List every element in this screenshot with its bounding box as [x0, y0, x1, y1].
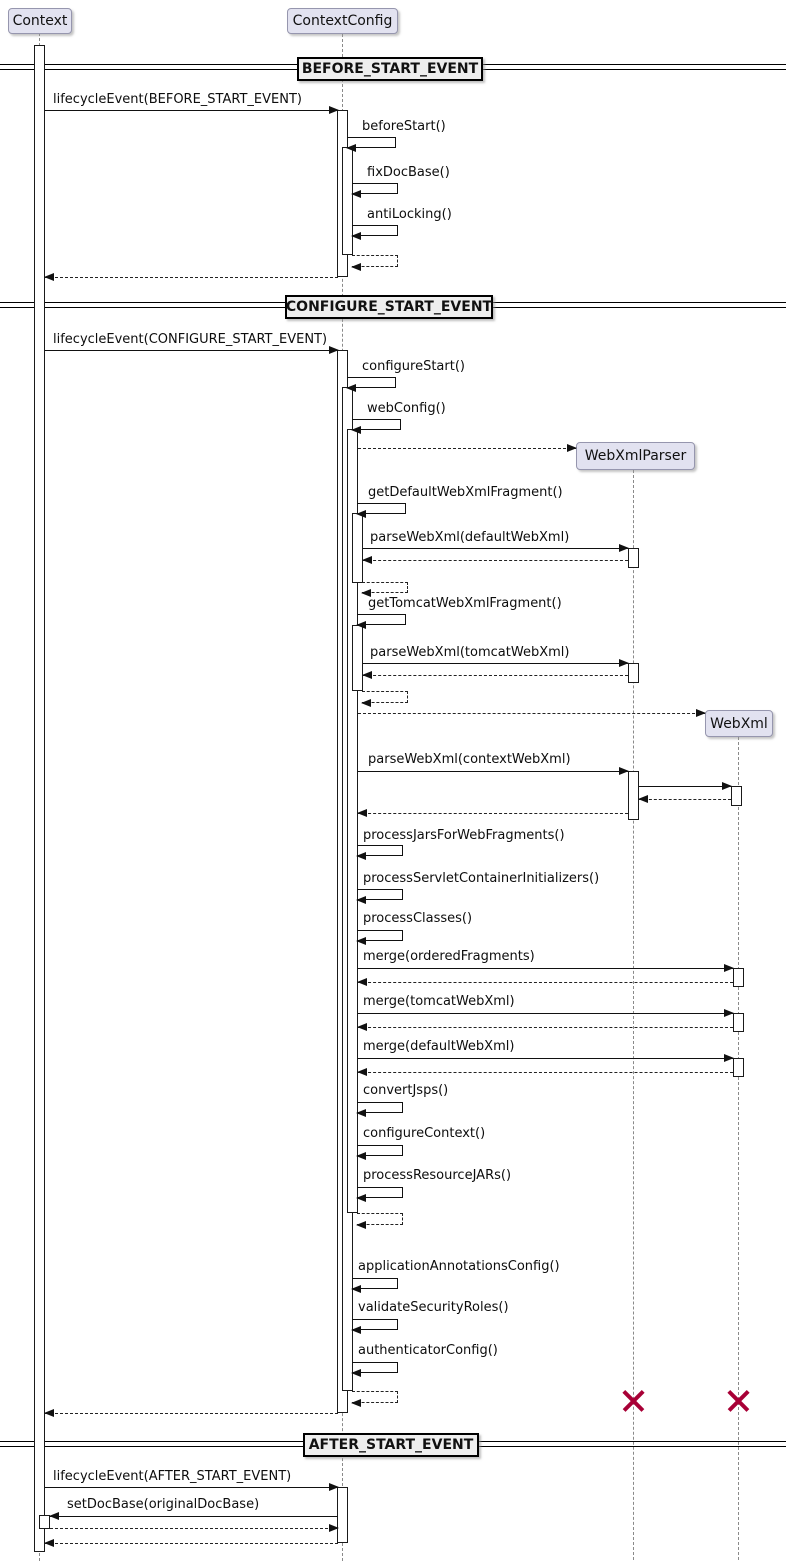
arrowhead-icon — [357, 978, 367, 986]
message-arrow-mergeordered — [358, 968, 733, 969]
arrowhead-icon — [619, 767, 629, 775]
return-arrow-parsetomcat — [363, 675, 628, 676]
selfcall-beforestart — [347, 137, 396, 148]
arrowhead-icon — [619, 659, 629, 667]
message-arrow-mergetomcat — [358, 1013, 733, 1014]
arrowhead-icon — [44, 273, 54, 281]
arrowhead-icon — [356, 621, 366, 629]
arrowhead-icon — [356, 1194, 366, 1202]
arrowhead-icon — [329, 346, 339, 354]
selfcall-validatesecurityroles — [352, 1319, 398, 1330]
arrowhead-icon — [638, 795, 648, 803]
message-label-applicationannotations: applicationAnnotationsConfig() — [358, 1259, 560, 1274]
return-arrow-after — [45, 1543, 338, 1544]
selfcall-antilocking — [352, 225, 398, 236]
selfcall-configurecontext — [357, 1145, 403, 1156]
selfcall-processsci — [357, 889, 403, 900]
message-label-lifecycle-before: lifecycleEvent(BEFORE_START_EVENT) — [53, 92, 302, 107]
arrowhead-icon — [49, 1512, 59, 1520]
message-label-webconfig: webConfig() — [367, 401, 446, 416]
message-arrow-lifecycle-before — [45, 110, 338, 111]
selfreturn-before-inner — [352, 255, 398, 267]
selfreturn-webconfig — [357, 1213, 403, 1225]
message-label-validatesecurityroles: validateSecurityRoles() — [358, 1300, 509, 1315]
selfcall-applicationannotations — [352, 1278, 398, 1289]
arrowhead-icon — [356, 510, 366, 518]
message-label-parsecontext: parseWebXml(contextWebXml) — [368, 752, 571, 767]
return-arrow-mergedefault — [358, 1072, 733, 1073]
message-label-processjars: processJarsForWebFragments() — [363, 828, 565, 843]
arrowhead-icon — [724, 1054, 734, 1062]
arrowhead-icon — [44, 1539, 54, 1547]
participant-contextconfig — [287, 8, 398, 34]
message-arrow-mergedefault — [358, 1058, 733, 1059]
message-label-fixdocbase: fixDocBase() — [367, 165, 450, 180]
destroy-x-icon — [727, 1389, 750, 1412]
arrowhead-icon — [567, 444, 577, 452]
message-label-mergetomcat: merge(tomcatWebXml) — [363, 994, 515, 1009]
selfreturn-fragment-tomcat — [362, 691, 408, 703]
arrowhead-icon — [356, 937, 366, 945]
create-arrow-webxmlparser — [358, 448, 576, 449]
return-arrow-wx-to-wxp — [639, 799, 731, 800]
arrowhead-icon — [351, 1285, 361, 1293]
arrowhead-icon — [362, 671, 372, 679]
participant-webxml — [705, 710, 773, 737]
message-label-gettomcatfragment: getTomcatWebXmlFragment() — [368, 596, 562, 611]
message-arrow-lifecycle-after — [45, 1487, 338, 1488]
return-arrow-configure — [45, 1413, 338, 1414]
arrowhead-icon — [351, 1369, 361, 1377]
participant-label: WebXmlParser — [584, 448, 687, 464]
selfreturn-configurestart — [352, 1391, 398, 1403]
activation-cc-fragment-default — [352, 513, 363, 583]
arrowhead-icon — [346, 144, 356, 152]
selfcall-configurestart — [347, 377, 396, 388]
divider-label: CONFIGURE_START_EVENT — [285, 299, 493, 315]
message-label-processclasses: processClasses() — [363, 911, 473, 926]
arrowhead-icon — [619, 544, 629, 552]
selfcall-processclasses — [357, 930, 403, 941]
selfcall-processjars — [357, 845, 403, 856]
arrowhead-icon — [351, 426, 361, 434]
arrowhead-icon — [356, 1152, 366, 1160]
divider-label: AFTER_START_EVENT — [308, 1437, 474, 1453]
divider-label: BEFORE_START_EVENT — [301, 61, 479, 77]
return-arrow-before — [45, 277, 338, 278]
message-label-getdefaultfragment: getDefaultWebXmlFragment() — [368, 485, 563, 500]
arrowhead-icon — [724, 964, 734, 972]
selfcall-authenticatorconfig — [352, 1362, 398, 1373]
participant-label: Context — [12, 13, 68, 29]
arrowhead-icon — [329, 1483, 339, 1491]
divider-after-start-event — [303, 1433, 479, 1457]
participant-context — [8, 8, 72, 34]
arrowhead-icon — [351, 232, 361, 240]
message-arrow-lifecycle-configure — [45, 350, 338, 351]
activation-context-main — [34, 45, 45, 1552]
message-label-configurestart: configureStart() — [362, 359, 465, 374]
activation-wxp-parse-default — [628, 548, 639, 568]
selfcall-getdefaultfragment — [357, 503, 406, 514]
arrowhead-icon — [357, 1023, 367, 1031]
arrowhead-icon — [362, 556, 372, 564]
arrowhead-icon — [351, 1326, 361, 1334]
message-label-lifecycle-after: lifecycleEvent(AFTER_START_EVENT) — [53, 1469, 292, 1484]
activation-cc-after — [337, 1487, 348, 1543]
message-label-lifecycle-configure: lifecycleEvent(CONFIGURE_START_EVENT) — [53, 332, 328, 347]
create-arrow-webxml — [358, 713, 705, 714]
arrowhead-icon — [356, 1109, 366, 1117]
selfcall-convertjsps — [357, 1102, 403, 1113]
arrowhead-icon — [356, 1221, 366, 1229]
arrowhead-icon — [722, 782, 732, 790]
divider-configure-start-event — [285, 295, 493, 319]
arrowhead-icon — [351, 263, 361, 271]
arrowhead-icon — [361, 699, 371, 707]
participant-label: ContextConfig — [292, 13, 393, 29]
participant-webxmlparser — [576, 442, 695, 470]
selfcall-webconfig — [352, 419, 401, 430]
message-arrow-parsetomcat — [363, 663, 628, 664]
activation-wxp-parse-tomcat — [628, 663, 639, 683]
return-arrow-parsedefault — [363, 560, 628, 561]
destroy-x-icon — [622, 1389, 645, 1412]
arrowhead-icon — [346, 384, 356, 392]
return-arrow-setdocbase — [50, 1528, 338, 1529]
activation-wx-parse-context — [731, 786, 742, 806]
arrowhead-icon — [696, 709, 706, 717]
return-arrow-mergeordered — [358, 982, 733, 983]
selfcall-gettomcatfragment — [357, 614, 406, 625]
activation-cc-fragment-tomcat — [352, 625, 363, 691]
message-label-mergeordered: merge(orderedFragments) — [363, 949, 535, 964]
arrowhead-icon — [356, 852, 366, 860]
message-label-parsetomcat: parseWebXml(tomcatWebXml) — [370, 645, 570, 660]
message-label-beforestart: beforeStart() — [362, 119, 446, 134]
message-label-setdocbase: setDocBase(originalDocBase) — [67, 1497, 260, 1512]
arrowhead-icon — [356, 896, 366, 904]
arrowhead-icon — [329, 106, 339, 114]
message-label-convertjsps: convertJsps() — [363, 1083, 449, 1098]
activation-wx-merge-default — [733, 1058, 744, 1077]
message-arrow-parsedefault — [363, 548, 628, 549]
message-label-mergedefault: merge(defaultWebXml) — [363, 1039, 515, 1054]
arrowhead-icon — [329, 1524, 339, 1532]
arrowhead-icon — [724, 1009, 734, 1017]
selfcall-processresourcejars — [357, 1187, 403, 1198]
participant-label: WebXml — [710, 715, 768, 732]
message-arrow-parsecontext — [358, 771, 628, 772]
lifeline-webxml — [738, 737, 739, 1560]
divider-before-start-event — [297, 57, 483, 81]
return-arrow-mergetomcat — [358, 1027, 733, 1028]
arrowhead-icon — [44, 1409, 54, 1417]
activation-wx-merge-tomcat — [733, 1013, 744, 1032]
message-arrow-setdocbase — [50, 1516, 338, 1517]
activation-wx-merge-ordered — [733, 968, 744, 987]
arrowhead-icon — [351, 190, 361, 198]
message-label-authenticatorconfig: authenticatorConfig() — [358, 1343, 498, 1358]
message-label-parsedefault: parseWebXml(defaultWebXml) — [370, 530, 570, 545]
message-label-processsci: processServletContainerInitializers() — [363, 871, 600, 886]
selfcall-fixdocbase — [352, 183, 398, 194]
return-arrow-parsecontext — [358, 813, 628, 814]
selfreturn-fragment-default — [362, 582, 408, 593]
message-label-processresourcejars: processResourceJARs() — [363, 1168, 512, 1183]
arrowhead-icon — [357, 809, 367, 817]
arrowhead-icon — [357, 1068, 367, 1076]
message-label-configurecontext: configureContext() — [363, 1126, 486, 1141]
message-arrow-wxp-to-wx — [639, 786, 731, 787]
message-label-antilocking: antiLocking() — [367, 207, 452, 222]
arrowhead-icon — [351, 1399, 361, 1407]
